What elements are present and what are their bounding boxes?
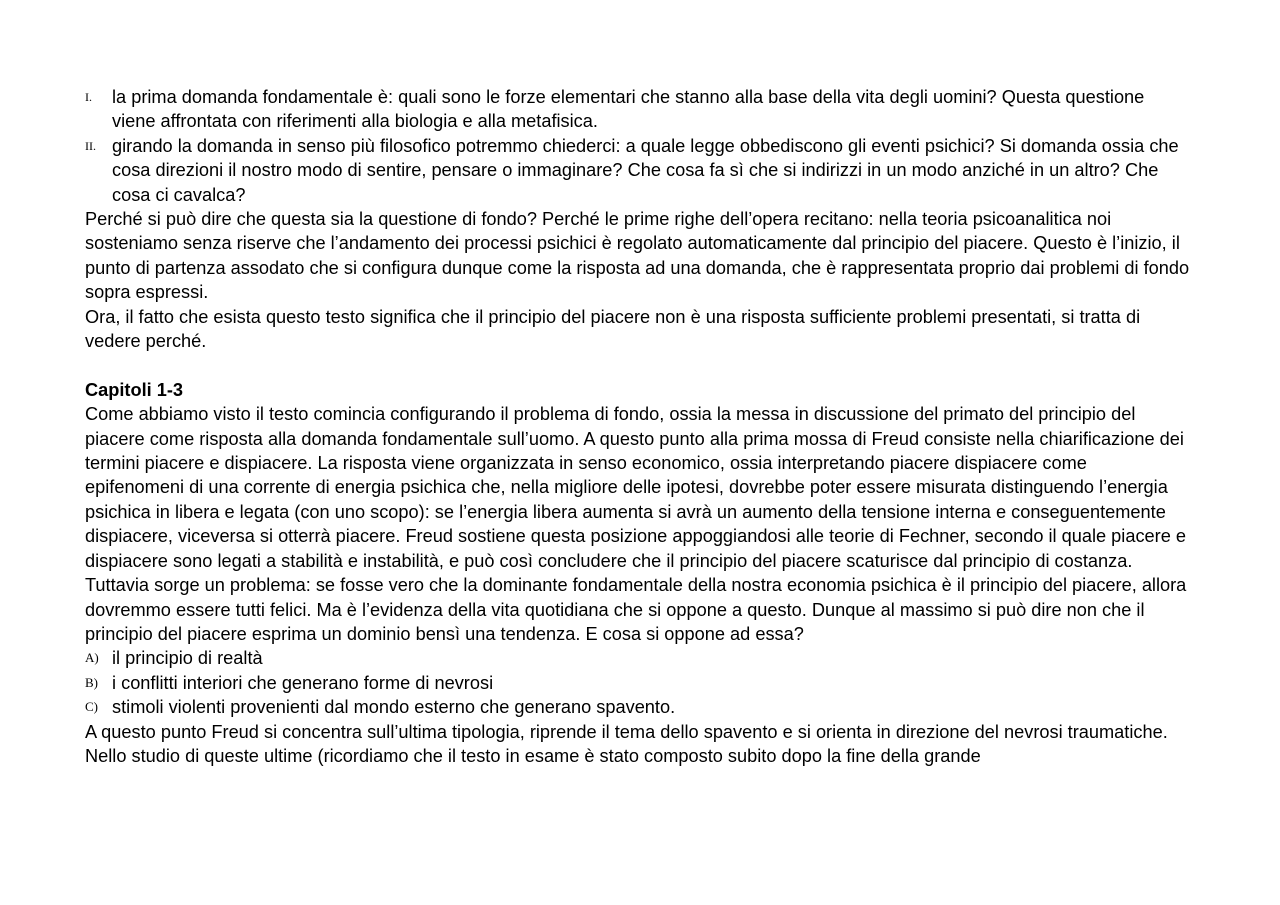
list-marker: C) bbox=[85, 699, 98, 715]
list-item-text: la prima domanda fondamentale è: quali sono le forze elementari che stanno alla base della vita degli uomini? Questa questione viene affrontata con riferimenti alla biologia e alla metafisica. bbox=[112, 87, 1145, 132]
list-item-text: i conflitti interiori che generano forme di nevrosi bbox=[112, 672, 494, 693]
paragraph-intro-1: Perché si può dire che questa sia la questione di fondo? Perché le prime righe dell’opera recitano: nella teoria psicoanalitica noi sosteniamo senza riserve che l’andamento dei processi psichici è regolato automaticamente dal principio del piacere. Questo è l’inizio, il punto di partenza assodato che si configura dunque come la risposta ad una domanda, che è rappresentata proprio dai problemi di fondo sopra espressi. bbox=[85, 209, 1190, 303]
paragraph-section-1: Come abbiamo visto il testo comincia configurando il problema di fondo, ossia la messa in discussione del primato del principio del piacere come risposta alla domanda fondamentale sull’uomo. A questo punto alla prima mossa di Freud consiste nella chiarificazione dei termini piacere e dispiacere. La risposta viene organizzata in senso economico, ossia interpretando piacere dispiacere come epifenomeni di una corrente di energia psichica che, nella migliore delle ipotesi, dovrebbe poter essere misurata distinguendo l’energia psichica in libera e legata (con uno scopo): se l’energia libera aumenta si avrà un aumento della tensione interna e conseguentemente dispiacere, viceversa si otterrà piacere. Freud sostiene questa posizione appoggiandosi alle teorie di Fechner, secondo il quale piacere e dispiacere sono legati a stabilità e instabilità, e può così concludere che il principio del piacere scaturisce dal principio di costanza. bbox=[85, 404, 1187, 571]
list-item-letter-c bbox=[85, 695, 1190, 719]
document-page bbox=[85, 85, 1190, 768]
list-item-letter-a bbox=[85, 646, 1190, 670]
list-item-letter-b bbox=[85, 671, 1190, 695]
blank-line bbox=[85, 353, 1190, 377]
list-item-text: il principio di realtà bbox=[112, 648, 263, 669]
list-marker: I. bbox=[85, 90, 92, 104]
list-item-text: girando la domanda in senso più filosofico potremmo chiederci: a quale legge obbediscono gli eventi psichici? Si domanda ossia che cosa direzioni il nostro modo di sentire, pensare o immaginare? Che cosa fa sì che si indirizzi in un modo anziché in un altro? Che cosa ci cavalca? bbox=[112, 135, 1179, 205]
list-marker: II. bbox=[85, 138, 96, 153]
paragraph-final: A questo punto Freud si concentra sull’ultima tipologia, riprende il tema dello spavento e si orienta in direzione del nevrosi traumatiche. Nello studio di queste ultime (ricordiamo che il testo in esame è stato composto subito dopo la fine della grande bbox=[85, 721, 1168, 766]
paragraph-section-2: Tuttavia sorge un problema: se fosse vero che la dominante fondamentale della nostra economia psichica è il principio del piacere, allora dovremmo essere tutti felici. Ma è l’evidenza della vita quotidiana che si oppone a questo. Dunque al massimo si può dire non che il principio del piacere esprima un dominio bensì una tendenza. E cosa si oppone ad essa? bbox=[85, 575, 1187, 644]
list-marker: B) bbox=[85, 674, 98, 690]
list-item-roman-2 bbox=[85, 134, 1190, 207]
list-item-text: stimoli violenti provenienti dal mondo esterno che generano spavento. bbox=[112, 697, 676, 718]
list-marker: A) bbox=[85, 650, 99, 666]
paragraph-intro-2: Ora, il fatto che esista questo testo significa che il principio del piacere non è una risposta sufficiente problemi presentati, si tratta di vedere perché. bbox=[85, 306, 1141, 352]
list-item-roman-1 bbox=[85, 85, 1190, 134]
section-heading: Capitoli 1-3 bbox=[85, 379, 184, 400]
